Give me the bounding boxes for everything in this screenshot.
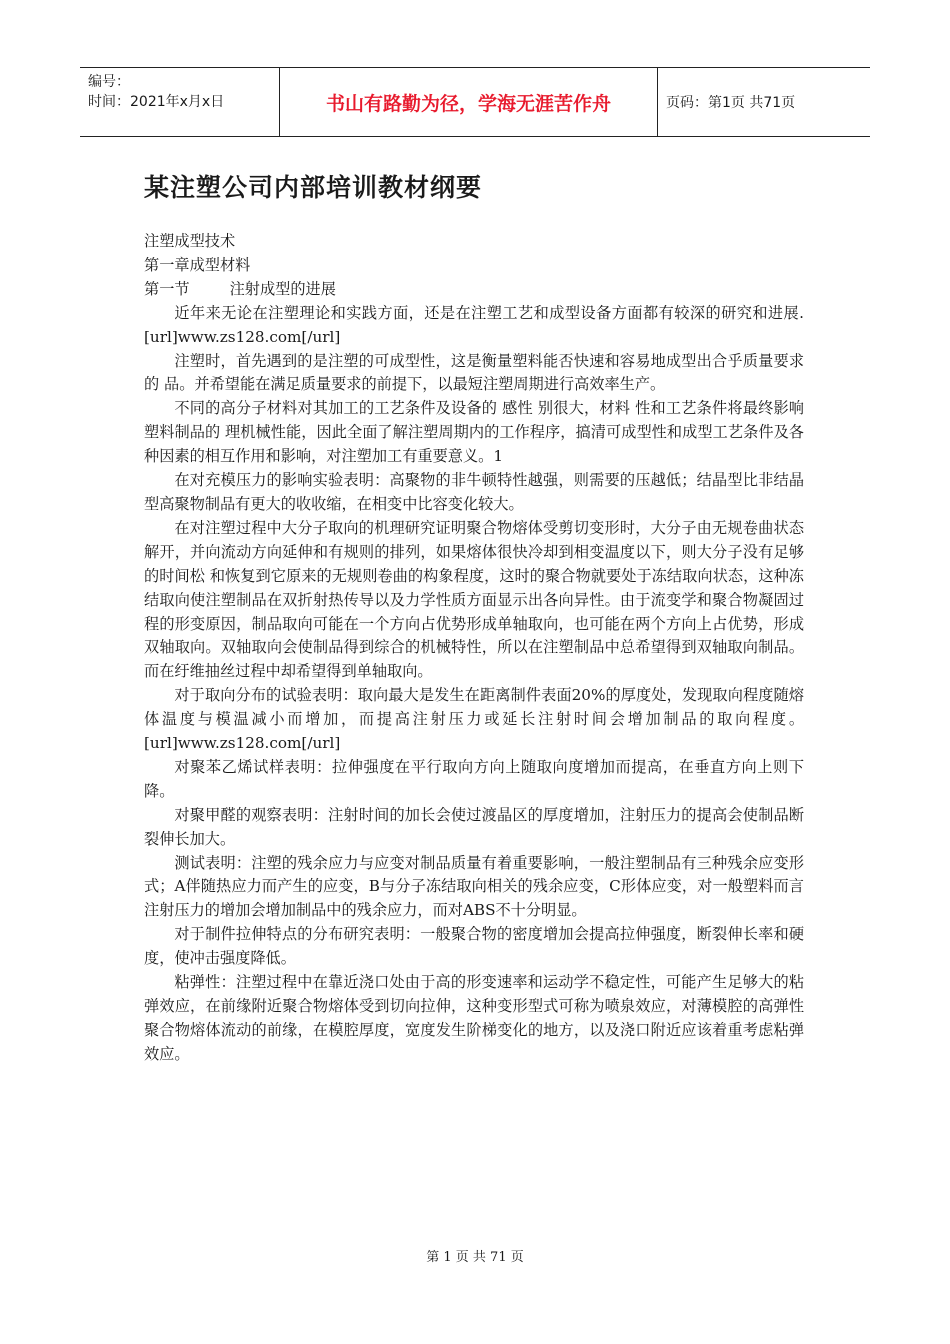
document-number-label: 编号：: [88, 74, 130, 90]
paragraph: 近年来无论在注塑理论和实践方面，还是在注塑工艺和成型设备方面都有较深的研究和进展.[url]www.zs128.com[/url]: [144, 303, 804, 346]
paragraph: 在对充模压力的影响实验表明：高聚物的非牛顿特性越强，则需要的压越低；结晶型比非结晶型高聚物制品有更大的收收缩，在相变中比容变化较大。: [144, 471, 804, 513]
section-heading: [144, 278, 804, 302]
page-header: [80, 67, 870, 137]
paragraph: 对于制件拉伸特点的分布研究表明：一般聚合物的密度增加会提高拉伸强度，断裂伸长率和硬度，使冲击强度降低。: [144, 925, 804, 968]
header-motto: 书山有路勤为径，学海无涯苦作舟: [280, 68, 658, 136]
paragraph: 粘弹性：注塑过程中在靠近浇口处由于高的形变速率和运动学不稳定性，可能产生足够大的粘弹效应，在前缘附近聚合物熔体受到切向拉伸，这种变形型式可称为喷泉效应，对薄模腔的高弹性聚合物熔体流动的前缘，在模腔厚度，宽度发生阶梯变化的地方，以及浇口附近应该着重考虑粘弹效应。: [144, 973, 804, 1063]
chapter-heading: 第一章成型材料: [144, 255, 251, 274]
paragraph: 在对注塑过程中大分子取向的机理研究证明聚合物熔体受剪切变形时，大分子由无规卷曲状态解开，并向流动方向延伸和有规则的排列，如果熔体很快冷却到相变温度以下，则大分子没有足够的时间松 和恢复到它原来的无规则卷曲的构象程度，这时的聚合物就要处于冻结取向状态，这种冻结取向使注塑制品在双折射热传导以及力学性质方面显示出各向异性。由于流变学和聚合物凝固过程的形变原因，制品取向可能在一个方向占优势形成单轴取向，也可能在两个方向上占优势，形成双轴取向。双轴取向会使制品得到综合的机械特性，所以在注塑制品中总希望得到双轴取向制品。而在纡维抽丝过程中却希望得到单轴取向。: [144, 518, 804, 681]
page-footer: 第 1 页 共 71 页: [426, 1250, 524, 1265]
paragraph: 对于取向分布的试验表明：取向最大是发生在距离制件表面20%的厚度处，发现取向程度随熔体温度与模温减小而增加，而提高注射压力或延长注射时间会增加制品的取向程度。[url]www.zs128.com[/url]: [144, 686, 804, 753]
paragraph: 对聚苯乙烯试样表明：拉伸强度在平行取向方向上随取向度增加而提高，在垂直方向上则下降。: [144, 757, 804, 800]
paragraph: 注塑时，首先遇到的是注塑的可成型性，这是衡量塑料能否快速和容易地成型出合乎质量要求的 品。并希望能在满足质量要求的前提下，以最短注塑周期进行高效率生产。: [144, 351, 804, 394]
paragraph: 测试表明：注塑的残余应力与应变对制品质量有着重要影响，一般注塑制品有三种残余应变形式；A伴随热应力而产生的应变，B与分子冻结取向相关的残余应变，C形体应变，对一般塑料而言注射压力的增加会增加制品中的残余应力，而对ABS不十分明显。: [144, 853, 804, 920]
document-title: 某注塑公司内部培训教材纲要: [144, 173, 483, 202]
paragraph: 对聚甲醛的观察表明：注射时间的加长会使过渡晶区的厚度增加，注射压力的提高会使制品断裂伸长加大。: [144, 805, 804, 848]
part-heading: 注塑成型技术: [144, 232, 236, 250]
section-title: 注射成型的进展: [229, 279, 336, 298]
paragraph: 不同的高分子材料对其加工的工艺条件及设备的 感性 别很大，材料 性和工艺条件将最终影响塑料制品的 理机械性能，因此全面了解注塑周期内的工作程序，搞清可成型性和成型工艺条件及各种因素的相互作用和影响，对注塑加工有重要意义。1: [144, 399, 804, 466]
header-meta: [80, 68, 280, 136]
document-body: [144, 230, 804, 1067]
header-page-number: 页码：第1页 共71页: [666, 95, 796, 111]
document-date-label: 时间：2021年x月x日: [88, 94, 225, 110]
section-number: 第一节: [144, 279, 190, 298]
